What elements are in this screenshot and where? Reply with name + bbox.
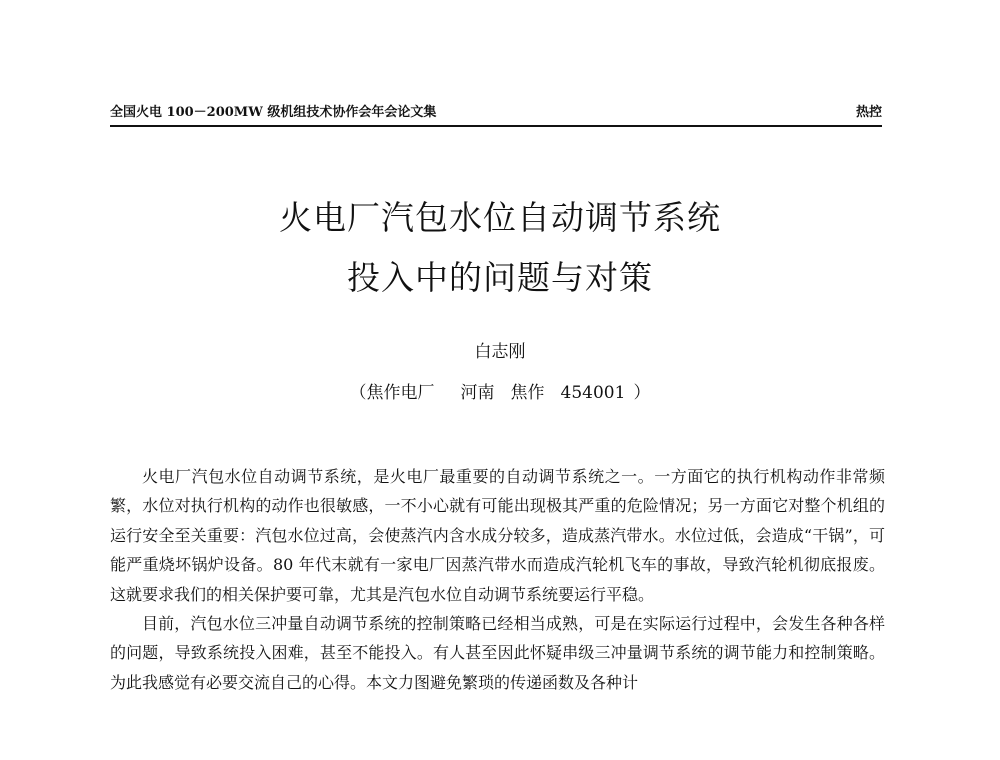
paper-title-line-1: 火电厂汽包水位自动调节系统 [279,198,721,237]
paper-title-line-2: 投入中的问题与对策 [347,258,653,297]
section-label: 热控 [855,105,882,120]
author-name: 白志刚 [474,342,526,362]
affiliation-close-paren: ） [633,383,651,403]
journal-name: 全国火电 100－200MW 级机组技术协作会年会论文集 [110,105,437,120]
paragraph-2: 目前，汽包水位三冲量自动调节系统的控制策略已经相当成熟，可是在实际运行过程中，会发生各种各样的问题，导致系统投入困难，甚至不能投入。有人甚至因此怀疑串级三冲量调节系统的调节能力和控制策略。为此我感觉有必要交流自己的心得。本文力图避免繁琐的传递函数及各种计 [110,614,885,692]
affiliation-org: 焦作电厂 [366,383,435,403]
affiliation-city: 焦作 [510,383,545,403]
paragraph-1: 火电厂汽包水位自动调节系统，是火电厂最重要的自动调节系统之一。一方面它的执行机构动作非常频繁，水位对执行机构的动作也很敏感，一不小心就有可能出现极其严重的危险情况；另一方面它对整个机组的运行安全至关重要：汽包水位过高，会使蒸汽内含水成分较多，造成蒸汽带水。水位过低，会造成“干锅”，可能严重烧坏锅炉设备。80 年代末就有一家电厂因蒸汽带水而造成汽轮机飞车的事故，导致汽轮机彻底报废。这就要求我们的相关保护要可靠，尤其是汽包水位自动调节系统要运行平稳。 [110,467,885,604]
affiliation-open-paren: （ [349,383,367,403]
running-header [110,104,882,122]
body-text [110,462,885,697]
affiliation-postcode: 454001 [560,383,626,403]
author-affiliation [0,381,1000,405]
affiliation-province: 河南 [460,383,495,403]
header-rule [110,125,882,127]
